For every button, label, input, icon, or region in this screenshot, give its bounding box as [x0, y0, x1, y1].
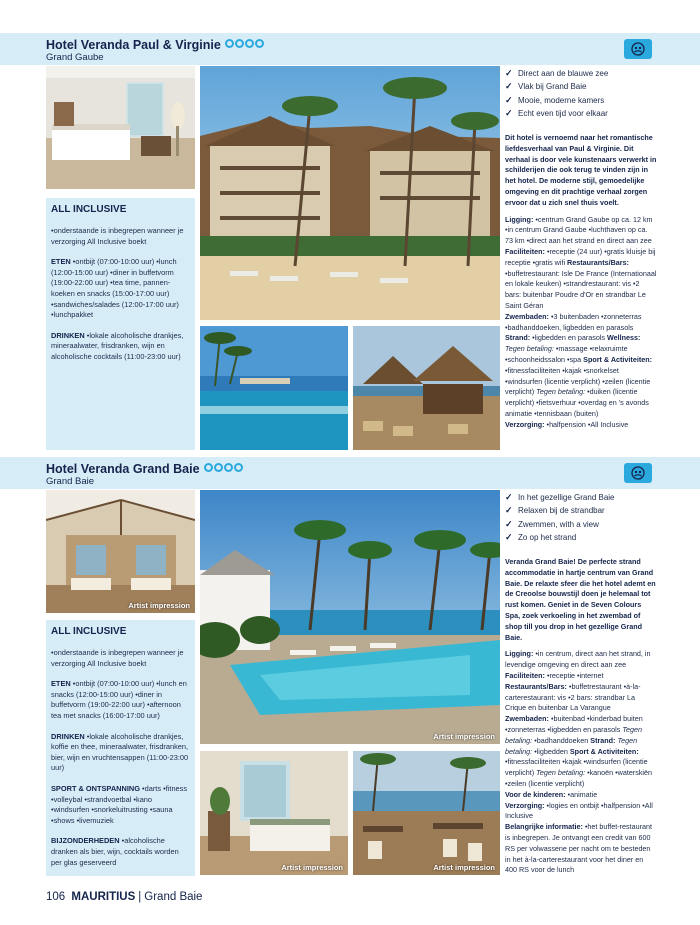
hotel1-description — [505, 133, 657, 431]
hotel1-rating — [225, 37, 265, 51]
rating-star-icon — [245, 39, 254, 48]
rating-star-icon — [204, 463, 213, 472]
hotel2-intro: Veranda Grand Baie! De perfecte strand accommodatie in hartje centrum van Grand Baie. De relaxte sfeer die het hotel ademt en de Creoolse bouwstijl doen je helemaal tot rust komen. Geniet in de Seven Colours Spa, zoek verkoeling in het zwembad of shop till you drop in het gezellige Grand Baie. — [505, 557, 656, 642]
highlight-text: Relaxen bij de strandbar — [518, 506, 605, 516]
faciliteiten-text: •receptie •internet — [546, 670, 604, 680]
sport-text: •fitnessfaciliteiten •kajak •windsurfen (licentie verplicht) — [505, 757, 648, 778]
sport-label: Sport & Activiteiten: — [569, 746, 639, 756]
highlight-item — [505, 504, 615, 517]
check-icon: ✓ — [505, 505, 513, 516]
highlight-item — [505, 518, 615, 531]
strand-text: •ligbedden en parasols — [532, 333, 606, 343]
sport-ontspanning-text: •darts •fitness •volleybal •strandvoetbal •kano •windsurfen •snorkeluitrusting •sauna •shows •livemuziek — [51, 783, 188, 825]
faciliteiten-label: Faciliteiten: — [505, 670, 545, 680]
highlight-item — [505, 107, 608, 120]
sport-paid-text: •kanoën •waterskiën •zeilen (licentie verplicht) — [505, 768, 653, 788]
hotel2-rating — [204, 461, 244, 475]
highlight-text: Direct aan de blauwe zee — [518, 69, 609, 78]
faciliteiten-label: Faciliteiten: — [505, 246, 545, 256]
hotel1-room-photo — [46, 66, 195, 189]
footer-separator: | — [138, 891, 142, 903]
highlight-text: In het gezellige Grand Baie — [518, 493, 615, 502]
restaurants-label: Restaurants/Bars: — [567, 257, 629, 267]
hotel1-incl-note: •onderstaande is inbegrepen wanneer je verzorging All Inclusive boekt — [51, 226, 184, 246]
zwembaden-paid-text: •badhanddoeken — [534, 735, 589, 745]
verzorging-label: Verzorging: — [505, 419, 545, 429]
highlight-item — [505, 491, 615, 504]
artist-impression-caption: Artist impression — [128, 601, 190, 610]
page-number: 106 — [46, 891, 66, 903]
belangrijk-label: Belangrijke informatie: — [505, 822, 583, 832]
hotel1-pool-photo — [200, 326, 348, 450]
check-icon: ✓ — [505, 518, 513, 529]
rating-star-icon — [225, 39, 234, 48]
tegen-betaling-label: Tegen betaling: — [505, 344, 554, 354]
wellness-text: •massage •relaxruimte •schoonheidssalon •spa — [505, 344, 628, 364]
hotel2-restaurant-photo — [353, 751, 500, 875]
hotel1-incl-title: ALL INCLUSIVE — [51, 204, 127, 215]
verzorging-text: •logies en ontbijt •halfpension •All Inclusive — [505, 800, 653, 821]
check-icon: ✓ — [505, 107, 513, 118]
hotel2-incl-note: •onderstaande is inbegrepen wanneer je verzorging All Inclusive boekt — [51, 648, 184, 668]
rating-star-icon — [214, 463, 223, 472]
kinderen-label: Voor de kinderen: — [505, 789, 566, 799]
tegen-betaling-label: Tegen betaling: — [536, 768, 586, 778]
eten-label: ETEN — [51, 257, 71, 267]
hotel1-incl-eten — [51, 257, 190, 321]
highlight-text: Mooie, moderne kamers — [518, 95, 605, 105]
highlight-text: Vlak bij Grand Baie — [518, 82, 587, 92]
hotel2-location: Grand Baie — [46, 476, 95, 487]
ligging-label: Ligging: — [505, 214, 534, 224]
hotel2-header — [0, 457, 700, 489]
hotel2-incl-eten — [51, 679, 190, 721]
strand-paid-text: •ligbedden — [534, 746, 568, 756]
hotel1-title — [46, 37, 265, 52]
highlight-text: Zwemmen, with a view — [518, 519, 599, 529]
ligging-text: •centrum Grand Gaube op ca. 12 km •in centrum Grand Gaube •luchthaven op ca. 73 km •direct aan het strand en direct aan zee — [505, 214, 653, 246]
drinken-text: •lokale alcoholische drankjes, mineraalwater, frisdranken, wijn en alcoholische cocktails (11:00-23:00 uur) — [51, 330, 184, 361]
artist-impression-caption: Artist impression — [281, 863, 343, 872]
tegen-betaling-label: Tegen betaling: — [505, 724, 643, 745]
wellness-label: Wellness: — [607, 333, 641, 343]
sport-ontspanning-label: SPORT & ONTSPANNING — [51, 783, 140, 793]
footer-region: Grand Baie — [144, 891, 203, 903]
hotel1-name: Hotel Veranda Paul & Virginie — [46, 38, 221, 52]
hotel2-incl-bijzonder — [51, 836, 190, 868]
restaurants-label: Restaurants/Bars: — [505, 681, 567, 691]
belangrijk-text: •het buffet-restaurant is inbegrepen. Je ontvangt een credit van 600 RS per volwassene per nacht om te besteden in het à-la-carterestaurant voor het diner en 400 RS voor de lunch — [505, 822, 653, 875]
highlight-item — [505, 67, 608, 80]
verzorging-label: Verzorging: — [505, 800, 545, 810]
rating-star-icon — [255, 39, 264, 48]
hotel1-incl-drinken — [51, 331, 190, 363]
drinken-text: •lokale alcoholische drankjes, koffie en thee, mineraalwater, frisdranken, bier, wijn en vruchtensappen (11:00-23:00 uur) — [51, 731, 189, 773]
eten-text: •ontbijt (07:00-10:00 uur) •lunch en snacks (12:00-15:00 uur) •diner in buffetvorm (19:00-22:00 uur) •afternoon tea met snacks (16:00-17:00 uur) — [51, 679, 187, 720]
highlight-text: Echt even tijd voor elkaar — [518, 108, 608, 118]
highlight-item — [505, 531, 615, 544]
hotel2-incl-sport — [51, 784, 190, 826]
zwembaden-text: •3 buitenbaden •zonneterras •badhanddoeken, ligbedden en parasols — [505, 311, 642, 332]
bijzonderheden-text: •alcoholische dranken als bier, wijn, cocktails worden per glas geserveerd — [51, 836, 179, 867]
hotel2-couple-icon — [624, 463, 652, 483]
zwembaden-text: •buitenbad •kinderbad buiten •zonneterras •ligbedden en parasols — [505, 714, 643, 734]
check-icon: ✓ — [505, 94, 513, 105]
highlight-item — [505, 94, 608, 107]
strand-label: Strand: — [505, 333, 531, 343]
hotel1-location: Grand Gaube — [46, 52, 104, 63]
highlight-item — [505, 80, 608, 93]
check-icon: ✓ — [505, 492, 513, 502]
drinken-label: DRINKEN — [51, 330, 85, 340]
tegen-betaling-label: Tegen betaling: — [536, 387, 586, 397]
zwembaden-label: Zwembaden: — [505, 714, 549, 724]
hotel2-name: Hotel Veranda Grand Baie — [46, 462, 200, 476]
hotel2-description — [505, 557, 657, 876]
strand-label: Strand: — [590, 735, 616, 745]
kinderen-text: •animatie — [567, 789, 598, 799]
check-icon: ✓ — [505, 68, 513, 78]
eten-label: ETEN — [51, 679, 71, 689]
bijzonderheden-label: BIJZONDERHEDEN — [51, 836, 120, 846]
hotel1-beachbar-photo — [353, 326, 500, 450]
restaurants-text: •buffetrestaurant •à-la-carterestaurant: vis •2 bars: strandbar La Crique en buitenbar La Varangue — [505, 681, 641, 713]
zwembaden-label: Zwembaden: — [505, 311, 549, 321]
footer-country: MAURITIUS — [71, 891, 136, 903]
hotel2-title — [46, 461, 244, 476]
hotel2-all-inclusive-box — [46, 620, 195, 876]
hotel2-room-photo — [200, 751, 348, 875]
hotel1-main-photo — [200, 66, 500, 320]
faciliteiten-text: •receptie (24 uur) •gratis kluisje bij receptie •gratis wifi — [505, 246, 656, 267]
ligging-text: •in centrum, direct aan het strand, in levendige omgeving en direct aan zee — [505, 649, 651, 670]
hotel2-lobby-photo — [46, 490, 195, 613]
sport-paid-text: •duiken (licentie verplicht) •fietsverhuur •overdag en 's avonds animatie •tennisbaan (buiten) — [505, 387, 649, 418]
hotel2-details — [505, 649, 657, 876]
sport-text: •fitnessfaciliteiten •kajak •snorkelset •windsurfen (licentie verplicht) •zeilen (licentie verplicht) — [505, 365, 651, 397]
hotel1-highlights — [505, 67, 608, 120]
hotel2-incl-title: ALL INCLUSIVE — [51, 626, 127, 637]
tegen-betaling-label: Tegen betaling: — [505, 735, 638, 756]
highlight-text: Zo op het strand — [518, 532, 577, 542]
verzorging-text: •halfpension •All Inclusive — [546, 419, 629, 429]
hotel1-couple-icon — [624, 39, 652, 59]
restaurants-text: •buffetrestaurant: Isle De France (Internationaal en lokale keuken) •strandrestaurant: vis •2 bars: buitenbar Poudre d'Or en strandbar Le Saint Géran — [505, 268, 657, 310]
rating-star-icon — [224, 463, 233, 472]
ligging-label: Ligging: — [505, 649, 534, 659]
eten-text: •ontbijt (07:00-10:00 uur) •lunch (12:00-15:00 uur) •diner in buffetvorm (19:00-22:00 uur) •tea time, pannen-koeken en snacks (15:00-17:00 uur) •sandwiches/salades (12:00-17:00 uur) •lunchpakket — [51, 257, 179, 320]
drinken-label: DRINKEN — [51, 731, 85, 741]
check-icon: ✓ — [505, 531, 513, 542]
hotel2-incl-drinken — [51, 732, 190, 774]
artist-impression-caption: Artist impression — [433, 863, 495, 872]
hotel1-intro: Dit hotel is vernoemd naar het romantische liefdesverhaal van Paul & Virginie. Dit verhaal is door vele kunstenaars verwerkt in schilderijen die ook terug te vinden zijn in het hotel. De moderne stijl, gemoedelijke omgeving en dit prachtige verhaal zorgen ervoor dat u zich snel thuis voelt. — [505, 133, 657, 207]
artist-impression-caption: Artist impression — [433, 732, 495, 741]
rating-star-icon — [234, 463, 243, 472]
hotel1-all-inclusive-box — [46, 198, 195, 450]
sport-label: Sport & Activiteiten: — [583, 354, 652, 364]
page-footer — [46, 891, 202, 903]
hotel1-details — [505, 215, 657, 431]
hotel2-highlights — [505, 491, 615, 544]
hotel2-main-photo — [200, 490, 500, 744]
hotel1-header — [0, 33, 700, 65]
check-icon: ✓ — [505, 81, 513, 92]
rating-star-icon — [235, 39, 244, 48]
